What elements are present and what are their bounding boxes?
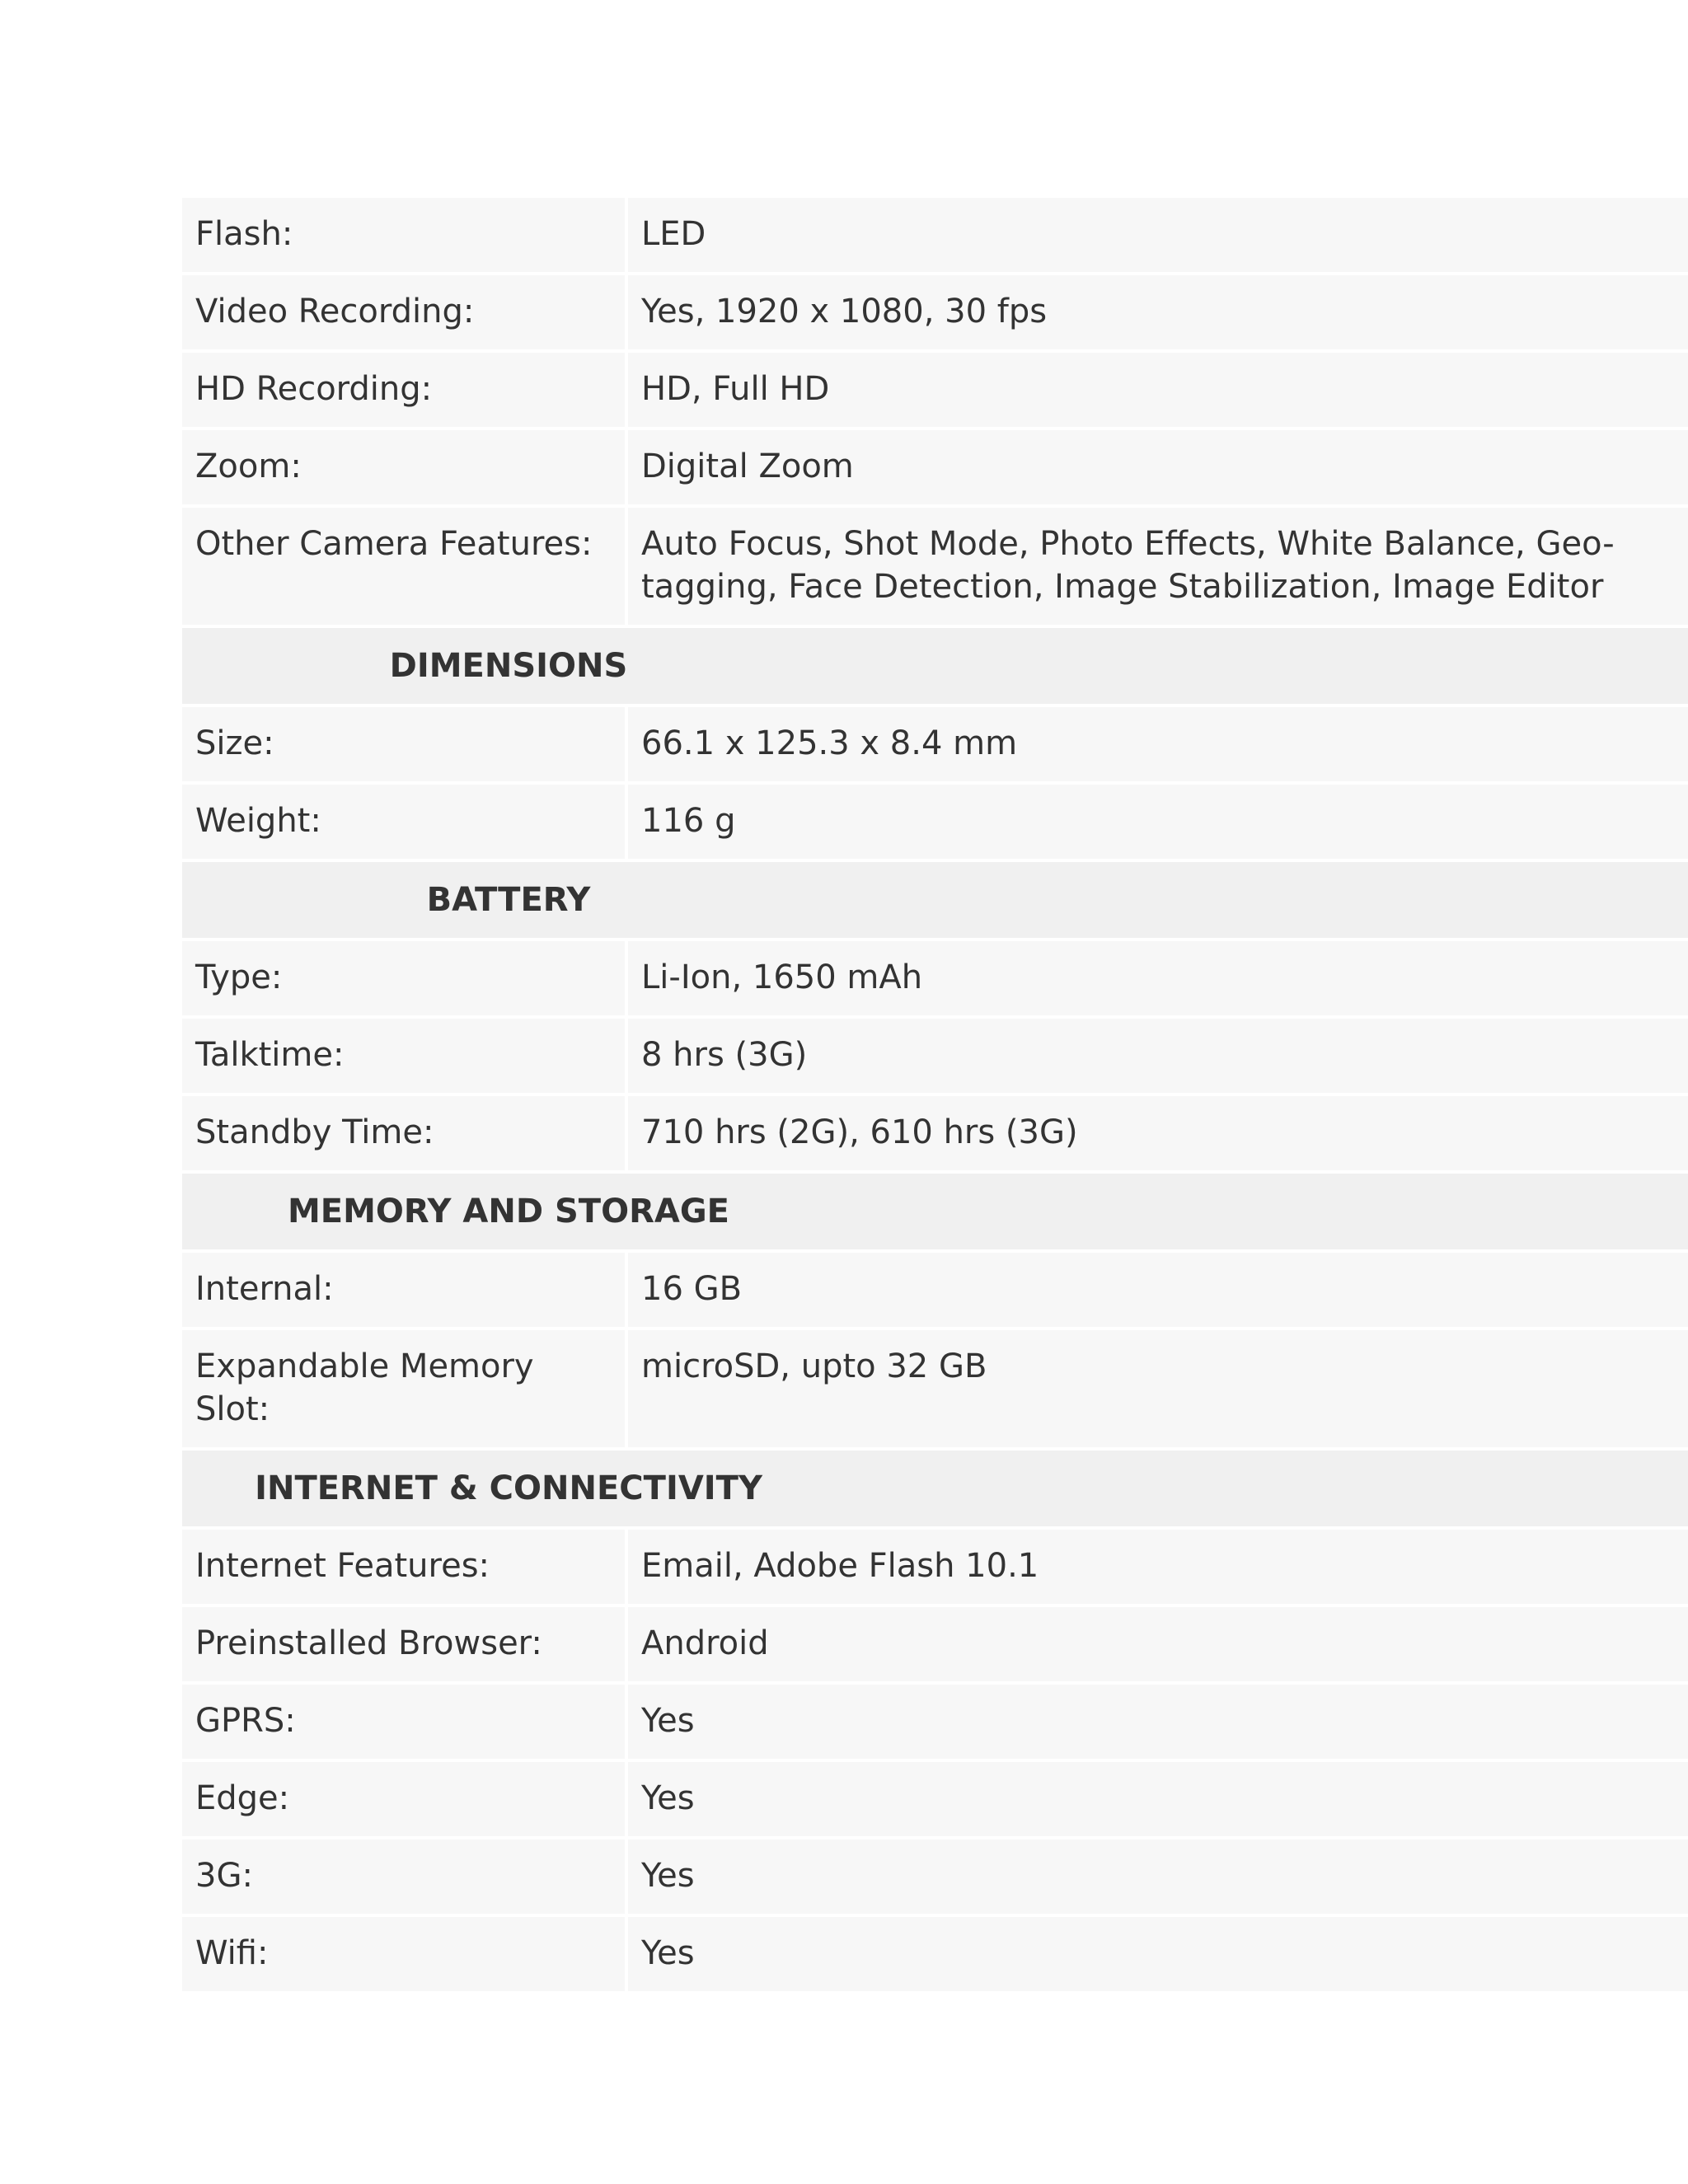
spec-row xyxy=(182,785,1688,859)
spec-value: Li-Ion, 1650 mAh xyxy=(628,941,1688,1015)
spec-label: HD Recording: xyxy=(182,353,625,427)
spec-label: Weight: xyxy=(182,785,625,859)
spec-row xyxy=(182,508,1688,625)
spec-row xyxy=(182,430,1688,504)
spec-value: Yes xyxy=(628,1762,1688,1836)
spec-row xyxy=(182,1607,1688,1681)
spec-table-body xyxy=(182,198,1688,1991)
section-title: MEMORY AND STORAGE xyxy=(287,1193,729,1230)
spec-label: Size: xyxy=(182,707,625,781)
spec-label: Flash: xyxy=(182,198,625,272)
spec-label: Zoom: xyxy=(182,430,625,504)
section-header-cell xyxy=(182,1174,1688,1249)
section-header-cell xyxy=(182,862,1688,938)
spec-row xyxy=(182,1685,1688,1759)
spec-row xyxy=(182,198,1688,272)
section-header-cell xyxy=(182,1451,1688,1526)
spec-label: Internal: xyxy=(182,1253,625,1327)
section-title: BATTERY xyxy=(426,881,591,919)
section-title: INTERNET & CONNECTIVITY xyxy=(255,1469,762,1507)
spec-label: Edge: xyxy=(182,1762,625,1836)
spec-value: Android xyxy=(628,1607,1688,1681)
section-header-row xyxy=(182,1174,1688,1249)
spec-value: 16 GB xyxy=(628,1253,1688,1327)
spec-label: Type: xyxy=(182,941,625,1015)
spec-label: Other Camera Features: xyxy=(182,508,625,625)
spec-value: Digital Zoom xyxy=(628,430,1688,504)
spec-row xyxy=(182,1253,1688,1327)
spec-row xyxy=(182,1096,1688,1170)
spec-value: 8 hrs (3G) xyxy=(628,1019,1688,1093)
spec-label: Internet Features: xyxy=(182,1530,625,1604)
spec-value: Yes xyxy=(628,1840,1688,1914)
spec-label: Expandable Memory Slot: xyxy=(182,1330,625,1447)
section-title: DIMENSIONS xyxy=(389,647,628,685)
spec-table xyxy=(179,194,1688,1994)
spec-label: Wifi: xyxy=(182,1917,625,1991)
spec-value: 116 g xyxy=(628,785,1688,859)
spec-label: 3G: xyxy=(182,1840,625,1914)
spec-label: GPRS: xyxy=(182,1685,625,1759)
spec-value: Email, Adobe Flash 10.1 xyxy=(628,1530,1688,1604)
spec-label: Preinstalled Browser: xyxy=(182,1607,625,1681)
spec-label: Standby Time: xyxy=(182,1096,625,1170)
section-header-row xyxy=(182,1451,1688,1526)
spec-value: microSD, upto 32 GB xyxy=(628,1330,1688,1447)
spec-value: 710 hrs (2G), 610 hrs (3G) xyxy=(628,1096,1688,1170)
spec-row xyxy=(182,1762,1688,1836)
spec-row xyxy=(182,707,1688,781)
section-header-cell xyxy=(182,628,1688,704)
spec-value: Yes xyxy=(628,1685,1688,1759)
spec-value: Yes xyxy=(628,1917,1688,1991)
section-header-row xyxy=(182,862,1688,938)
spec-row xyxy=(182,1330,1688,1447)
spec-value: Yes, 1920 x 1080, 30 fps xyxy=(628,275,1688,349)
spec-value: Auto Focus, Shot Mode, Photo Effects, White Balance, Geo-tagging, Face Detection, Image Stabilization, Image Editor xyxy=(628,508,1688,625)
spec-row xyxy=(182,1840,1688,1914)
spec-row xyxy=(182,1917,1688,1991)
spec-label: Talktime: xyxy=(182,1019,625,1093)
spec-label: Video Recording: xyxy=(182,275,625,349)
spec-value: HD, Full HD xyxy=(628,353,1688,427)
spec-value: 66.1 x 125.3 x 8.4 mm xyxy=(628,707,1688,781)
spec-row xyxy=(182,275,1688,349)
spec-row xyxy=(182,1530,1688,1604)
spec-row xyxy=(182,1019,1688,1093)
spec-row xyxy=(182,353,1688,427)
section-header-row xyxy=(182,628,1688,704)
spec-row xyxy=(182,941,1688,1015)
spec-value: LED xyxy=(628,198,1688,272)
